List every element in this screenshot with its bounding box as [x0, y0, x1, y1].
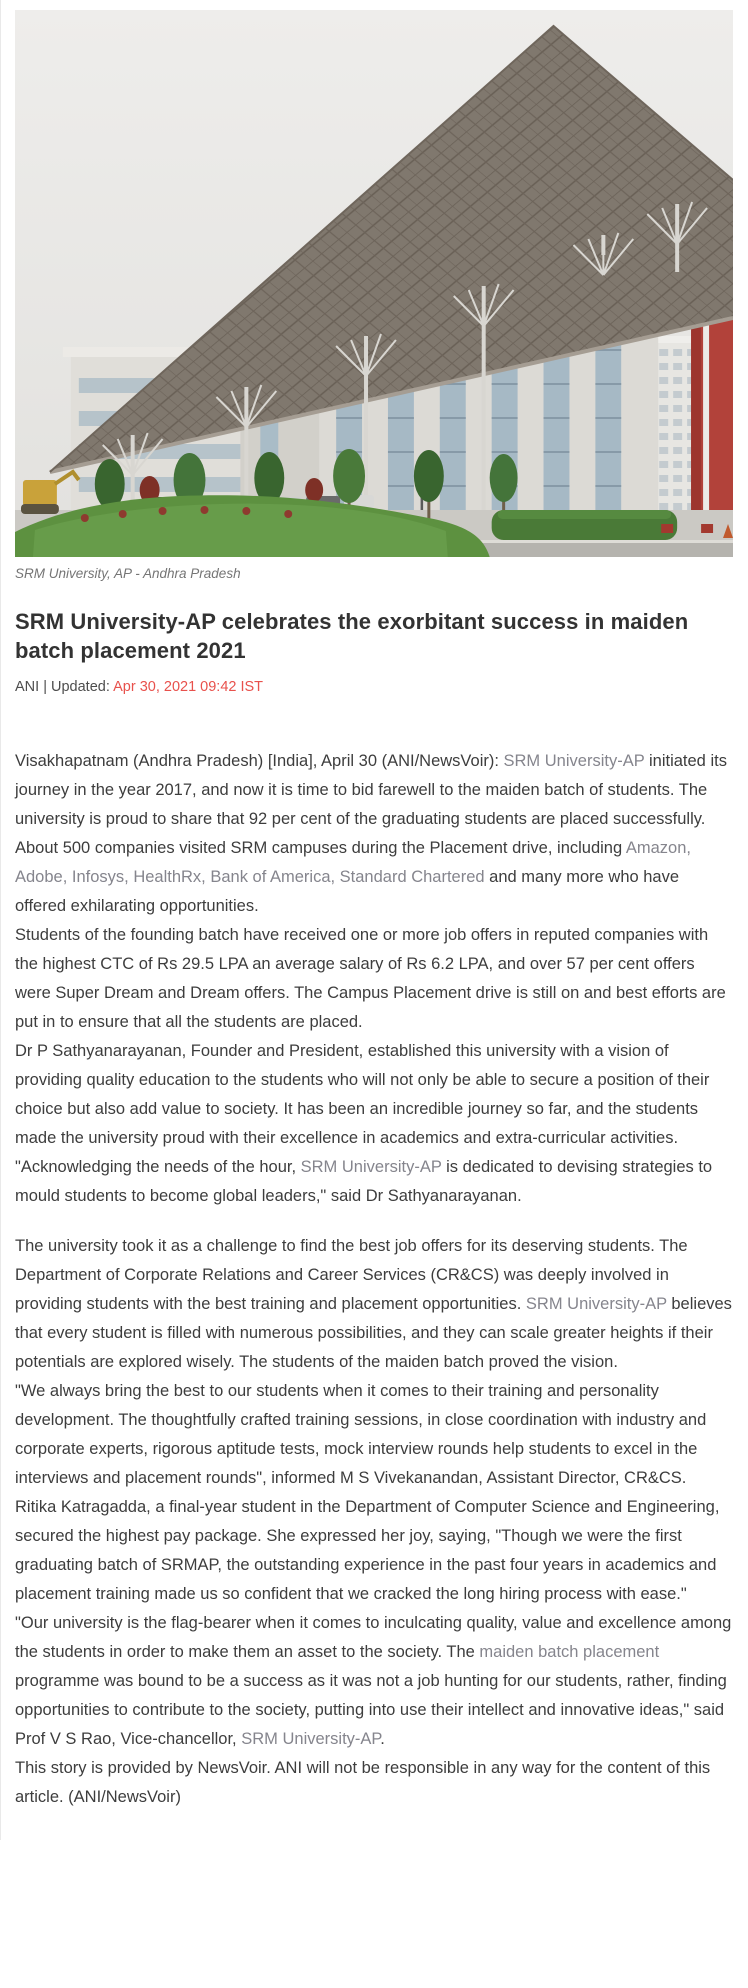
- byline-separator: |: [43, 679, 47, 695]
- body-text: "Our university is the flag-bearer when it comes to inculcating quality, value and excellence among the students in order to make them an asset to the society. The: [15, 1614, 732, 1661]
- body-text: .: [380, 1730, 385, 1748]
- article-paragraph: [15, 1609, 732, 1754]
- body-text: About 500 companies visited SRM campuses during the Placement drive, including: [15, 839, 626, 857]
- article-paragraph: [15, 1037, 732, 1153]
- inline-link[interactable]: SRM University-AP: [300, 1158, 442, 1176]
- inline-link[interactable]: SRM University-AP: [525, 1295, 667, 1313]
- body-text: "Acknowledging the needs of the hour,: [15, 1158, 301, 1176]
- body-text: Ritika Katragadda, a final-year student in the Department of Computer Science and Engineering, secured the highest pay package. She expressed her joy, saying, "Though we were the first graduating batch of SRMAP, the outstanding experience in the past four years in academics and placement training made us so confident that we cracked the long hiring process with ease.": [15, 1498, 720, 1603]
- article-body: [15, 747, 732, 1812]
- body-text: initiated its journey in the year 2017, and now it is time to bid farewell to the maiden batch of students. The university is proud to share that 92 per cent of the graduating students are placed successfully.: [15, 752, 727, 828]
- byline: [15, 679, 732, 695]
- article-photo-figure: [15, 10, 732, 581]
- updated-timestamp: Apr 30, 2021 09:42 IST: [113, 679, 264, 695]
- article-paragraph: [15, 834, 732, 921]
- body-text: The university took it as a challenge to find the best job offers for its deserving students. The Department of Corporate Relations and Career Services (CR&CS) was deeply involved in providing students with the best training and placement opportunities.: [15, 1237, 688, 1313]
- inline-link[interactable]: Amazon, Adobe, Infosys, HealthRx, Bank of America, Standard Chartered: [15, 839, 691, 886]
- body-text: programme was bound to be a success as it was not a job hunting for our students, rather, finding opportunities to contribute to the society, putting into use their intellect and innovative ideas," said Prof V S Rao, Vice-chancellor,: [15, 1672, 727, 1748]
- article-paragraph: [15, 747, 732, 834]
- article-paragraph: [15, 1493, 732, 1609]
- article-paragraph: [15, 1153, 732, 1211]
- source-label: ANI: [15, 679, 40, 695]
- article-headline: SRM University-AP celebrates the exorbitant success in maiden batch placement 2021: [15, 609, 689, 663]
- body-text: and many more who have offered exhilarating opportunities.: [15, 868, 680, 915]
- body-text: This story is provided by NewsVoir. ANI will not be responsible in any way for the content of this article. (ANI/NewsVoir): [15, 1759, 711, 1806]
- body-text: Dr P Sathyanarayanan, Founder and President, established this university with a vision of providing quality education to the students who will not only be able to secure a position of their choice but also add value to society. It has been an incredible journey so far, and the students made the university proud with their excellence in academics and extra-curricular activities.: [15, 1042, 710, 1147]
- body-text: Visakhapatnam (Andhra Pradesh) [India], April 30 (ANI/NewsVoir):: [15, 752, 504, 770]
- body-text: Students of the founding batch have received one or more job offers in reputed companies with the highest CTC of Rs 29.5 LPA an average salary of Rs 6.2 LPA, and over 57 per cent offers were Super Dream and Dream offers. The Campus Placement drive is still on and best efforts are put in to ensure that all the students are placed.: [15, 926, 726, 1031]
- updated-label: Updated:: [51, 679, 110, 695]
- article-paragraph: [15, 1232, 732, 1377]
- article-container: [1, 0, 748, 1840]
- inline-link[interactable]: maiden batch placement: [479, 1643, 660, 1661]
- body-text: is dedicated to devising strategies to mould students to become global leaders," said Dr Sathyanarayanan.: [15, 1158, 713, 1205]
- article-paragraph: [15, 921, 732, 1037]
- article-paragraph: [15, 1377, 732, 1493]
- campus-photo: [15, 10, 733, 557]
- inline-link[interactable]: SRM University-AP: [503, 752, 645, 770]
- inline-link[interactable]: SRM University-AP: [241, 1730, 381, 1748]
- photo-caption: SRM University, AP - Andhra Pradesh: [15, 566, 241, 581]
- body-text: "We always bring the best to our students when it comes to their training and personality development. The thoughtfully crafted training sessions, in close coordination with industry and corporate experts, rigorous aptitude tests, mock interview rounds help students to excel in the interviews and placement rounds", informed M S Vivekanandan, Assistant Director, CR&CS.: [15, 1382, 707, 1487]
- article-paragraph: [15, 1754, 732, 1812]
- body-text: believes that every student is filled with numerous possibilities, and they can scale greater heights if their potentials are explored wisely. The students of the maiden batch proved the vision.: [15, 1295, 732, 1371]
